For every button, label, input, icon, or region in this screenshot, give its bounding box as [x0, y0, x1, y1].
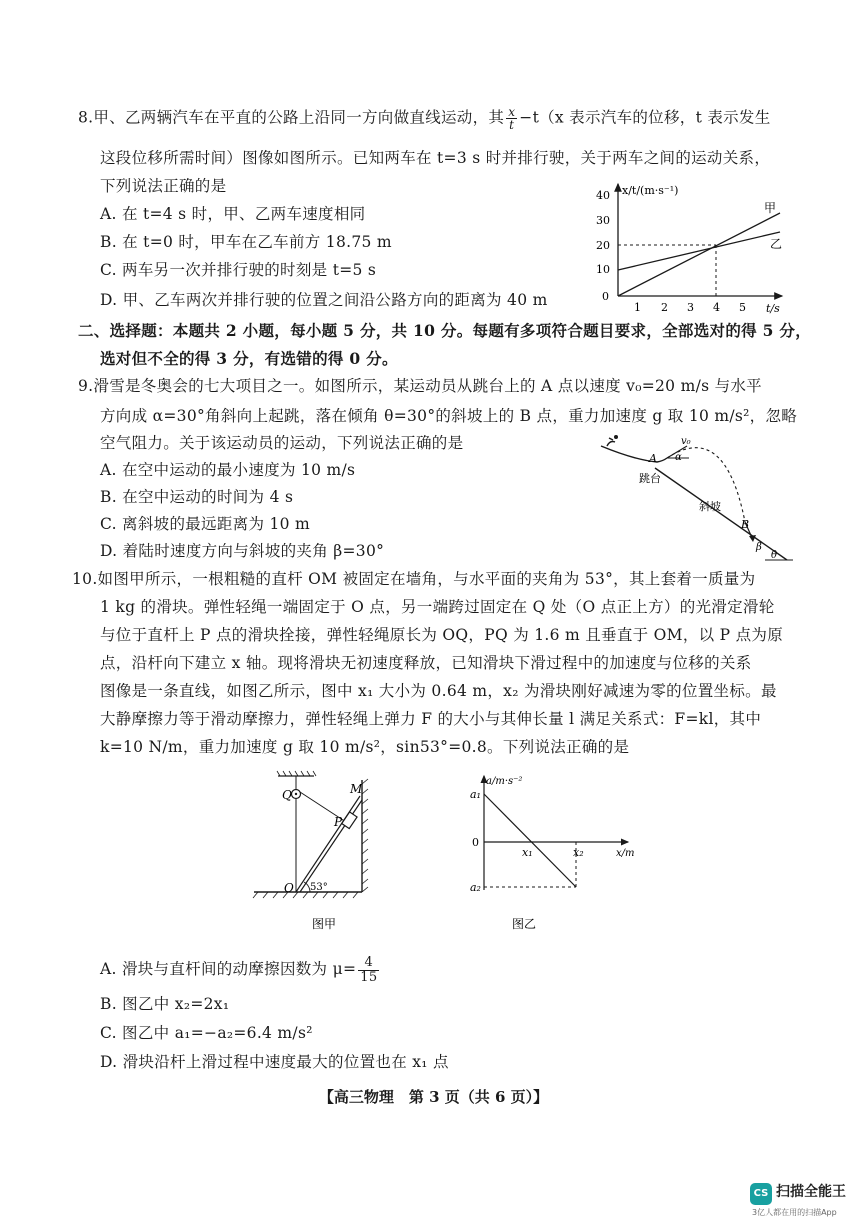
q9-line-3: 空气阻力。关于该运动员的运动，下列说法正确的是	[100, 434, 464, 452]
q9-line-1: 9.滑雪是冬奥会的七大项目之一。如图所示，某运动员从跳台上的 A 点以速度 v₀=20 m/s 与水平	[78, 377, 762, 395]
q8-xtick-4: 4	[713, 301, 720, 314]
q8-xtick-5: 5	[739, 301, 746, 314]
q9-option-b: B. 在空中运动的时间为 4 s	[100, 488, 294, 506]
q10b-a-x-line	[484, 794, 576, 887]
q10-line-7: k=10 N/m，重力加速度 g 取 10 m/s²，sin53°=0.8。下列说法正确的是	[100, 738, 630, 756]
q8-label-jia: 甲	[764, 201, 777, 215]
floor-hatch	[253, 892, 358, 898]
label-P: P	[334, 815, 343, 829]
q10-line-6: 大静摩擦力等于滑动摩擦力，弹性轻绳上弹力 F 的大小与其伸长量 l 满足关系式：F=kl，其中	[100, 710, 762, 728]
q8-x-label: t/s	[766, 302, 780, 315]
caption-yi: 图乙	[512, 917, 537, 931]
q9-platform	[601, 446, 667, 462]
q8-fraction: $\frac{x}{t}$	[508, 105, 516, 132]
label-M: M	[350, 782, 363, 796]
camscanner-app-name: 扫描全能王	[776, 1184, 846, 1200]
q8-option-d: D. 甲、乙车两次并排行驶的位置之间沿公路方向的距离为 40 m	[100, 291, 548, 309]
q8-line-1a: 8.甲、乙两辆汽车在平直的公路上沿同一方向做直线运动，其	[78, 108, 505, 127]
q10-option-b: B. 图乙中 x₂=2x₁	[100, 995, 230, 1013]
label-53deg: 53°	[310, 882, 328, 893]
section2-line-1: 二、选择题：本题共 2 小题，每小题 5 分，共 10 分。每题有多项符合题目要求，全部选对的得 5 分，	[78, 321, 811, 340]
wall-hatch	[362, 779, 368, 892]
caption-jia: 图甲	[312, 917, 337, 931]
q10b-zero: 0	[472, 836, 479, 849]
q8-line-yi	[618, 232, 783, 270]
q9-label-alpha: α	[675, 452, 682, 463]
q10-figure-yi	[460, 770, 640, 935]
q9-option-a: A. 在空中运动的最小速度为 10 m/s	[100, 461, 356, 479]
q10-option-a: A. 滑块与直杆间的动摩擦因数为 μ= $\frac{4}{15}$	[100, 954, 378, 985]
skier-icon	[607, 438, 615, 446]
skier-head-icon	[614, 435, 618, 439]
q8-ytick-20: 20	[596, 239, 610, 252]
camscanner-logo-icon: CS	[750, 1183, 772, 1205]
q8-line-jia	[618, 213, 783, 296]
q10-option-c: C. 图乙中 a₁=−a₂=6.4 m/s²	[100, 1024, 313, 1042]
q8-xtick-1: 1	[634, 301, 641, 314]
q10-option-d: D. 滑块沿杆上滑过程中速度最大的位置也在 x₁ 点	[100, 1053, 449, 1071]
q8-line-2: 这段位移所需时间）图像如图所示。已知两车在 t=3 s 时并排行驶，关于两车之间的运动关系，	[100, 149, 771, 167]
q8-origin: 0	[602, 290, 609, 303]
q9-label-A: A	[649, 452, 657, 465]
q10b-y-label: a/m·s⁻²	[486, 776, 523, 787]
q10-line-5: 图像是一条直线，如图乙所示，图中 x₁ 大小为 0.64 m，x₂ 为滑块刚好减速为零的位置坐标。最	[100, 682, 777, 700]
q9-option-c: C. 离斜坡的最远距离为 10 m	[100, 515, 311, 533]
q10-line-2: 1 kg 的滑块。弹性轻绳一端固定于 O 点，另一端跨过固定在 Q 处（O 点正上方）的光滑定滑轮	[100, 598, 775, 616]
q9-slope	[655, 468, 787, 560]
q10b-x1: x₁	[522, 846, 533, 859]
q9-label-slope: 斜坡	[699, 500, 721, 513]
q8-xt-t-graph	[590, 178, 790, 318]
q8-option-c: C. 两车另一次并排行驶的时刻是 t=5 s	[100, 261, 377, 279]
q8-line-1	[78, 106, 771, 131]
q8-line-3: 下列说法正确的是	[100, 177, 227, 195]
label-O: O	[284, 881, 294, 895]
pulley-center	[295, 793, 297, 795]
q10b-x2: x₂	[573, 846, 584, 859]
q8-xtick-2: 2	[661, 301, 668, 314]
q9-label-v0: v₀	[681, 436, 691, 447]
label-Q: Q	[282, 788, 292, 802]
q8-ytick-10: 10	[596, 263, 610, 276]
q10-line-4: 点，沿杆向下建立 x 轴。现将滑块无初速度释放，已知滑块下滑过程中的加速度与位移的关系	[100, 654, 752, 672]
q8-option-b: B. 在 t=0 时，甲车在乙车前方 18.75 m	[100, 233, 392, 251]
section2-line-2: 选对但不全的得 3 分，有选错的得 0 分。	[100, 349, 398, 368]
q9-label-beta: β	[756, 542, 762, 553]
q8-label-yi: 乙	[770, 237, 783, 251]
q9-ski-jump-figure	[595, 428, 795, 568]
q8-option-a: A. 在 t=4 s 时，甲、乙两车速度相同	[100, 205, 366, 223]
q8-ytick-40: 40	[596, 189, 610, 202]
q8-ytick-30: 30	[596, 214, 610, 227]
q10-line-1: 10.如图甲所示，一根粗糙的直杆 OM 被固定在墙角，与水平面的夹角为 53°，其上套着一质量为	[72, 570, 756, 588]
q9-option-d: D. 着陆时速度方向与斜坡的夹角 β=30°	[100, 542, 385, 560]
camscanner-tagline: 3亿人都在用的扫描App	[752, 1208, 837, 1217]
q10b-a1: a₁	[470, 788, 481, 801]
q10-line-3: 与位于直杆上 P 点的滑块拴接，弹性轻绳原长为 OQ，PQ 为 1.6 m 且垂直于 OM，以 P 点为原	[100, 626, 784, 644]
q9-label-platform: 跳台	[639, 472, 661, 485]
q8-line-1b: −t（x 表示汽车的位移，t 表示发生	[519, 108, 771, 127]
q10-figure-jia	[248, 770, 388, 935]
q9-line-2: 方向成 α=30°角斜向上起跳，落在倾角 θ=30°的斜坡上的 B 点，重力加速度 g 取 10 m/s²，忽略	[100, 407, 798, 425]
ceiling-hatch	[277, 771, 316, 776]
page-footer: 【高三物理 第 3 页（共 6 页）】	[318, 1088, 549, 1106]
q10b-a2: a₂	[470, 881, 481, 894]
q8-xtick-3: 3	[687, 301, 694, 314]
q9-label-theta: θ	[771, 550, 778, 561]
q8-y-label: x/t/(m·s⁻¹)	[622, 184, 679, 197]
mu-fraction: $\frac{4}{15}$	[360, 954, 378, 985]
q10b-x-label: x/m	[616, 848, 635, 859]
q9-label-B: B	[741, 518, 750, 531]
